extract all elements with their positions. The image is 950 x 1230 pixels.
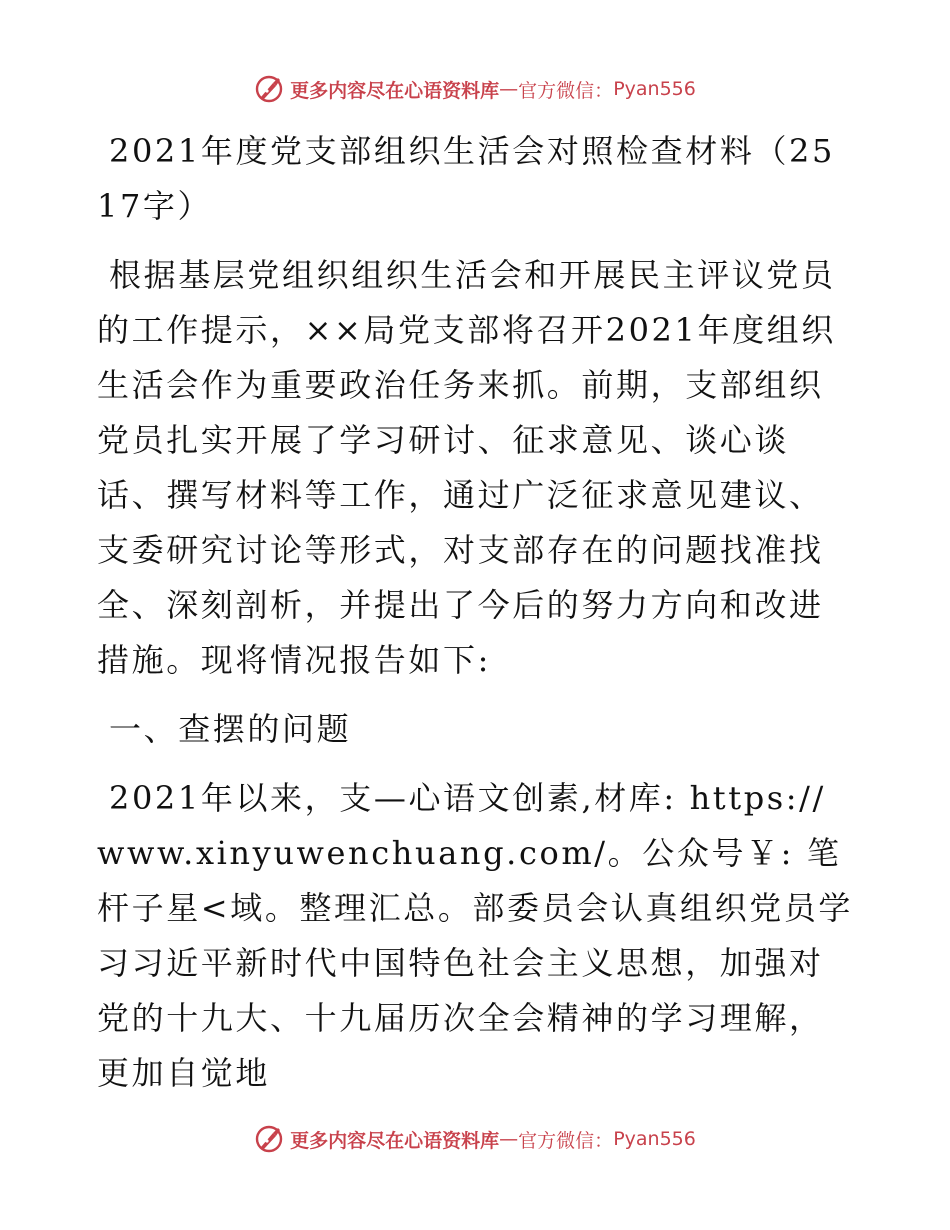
- header-banner: [0, 74, 950, 104]
- banner-site-name: 更多内容尽在心语资料库: [290, 79, 500, 102]
- banner-wechat-id: Pyan556: [613, 78, 696, 100]
- intro-paragraph: 根据基层党组织组织生活会和开展民主评议党员的工作提示，××局党支部将召开2021年度组织生活会作为重要政治任务来抓。前期，支部组织党员扎实开展了学习研讨、征求意见、谈心谈话、撰写材料等工作，通过广泛征求意见建议、支委研究讨论等形式，对支部存在的问题找准找全、深刻剖析，并提出了今后的努力方向和改进措施。现将情况报告如下:: [97, 256, 836, 679]
- footer-banner: [0, 1124, 950, 1154]
- document-title: 2021年度党支部组织生活会对照检查材料（2517字）: [97, 132, 835, 225]
- banner-official-label: 官方微信：: [518, 79, 614, 102]
- quill-circle-icon: [254, 1124, 284, 1154]
- quill-circle-icon: [254, 74, 284, 104]
- banner-official-label: 官方微信：: [518, 1129, 614, 1152]
- banner-dash: —: [499, 1128, 519, 1150]
- section-heading: 一、查摆的问题: [109, 710, 352, 748]
- banner-site-name: 更多内容尽在心语资料库: [290, 1129, 500, 1152]
- banner-dash: —: [499, 78, 519, 100]
- document-body: [97, 124, 853, 1101]
- banner-wechat-id: Pyan556: [613, 1128, 696, 1150]
- body-paragraph: 2021年以来，支—心语文创素,材库: https://www.xinyuwenchuang.com/。公众号￥: 笔杆子星<域。整理汇总。部委员会认真组织党员学习习近平新时代中国特色社会主义思想，加强对党的十九大、十九届历次全会精神的学习理解，更加自觉地: [97, 779, 854, 1092]
